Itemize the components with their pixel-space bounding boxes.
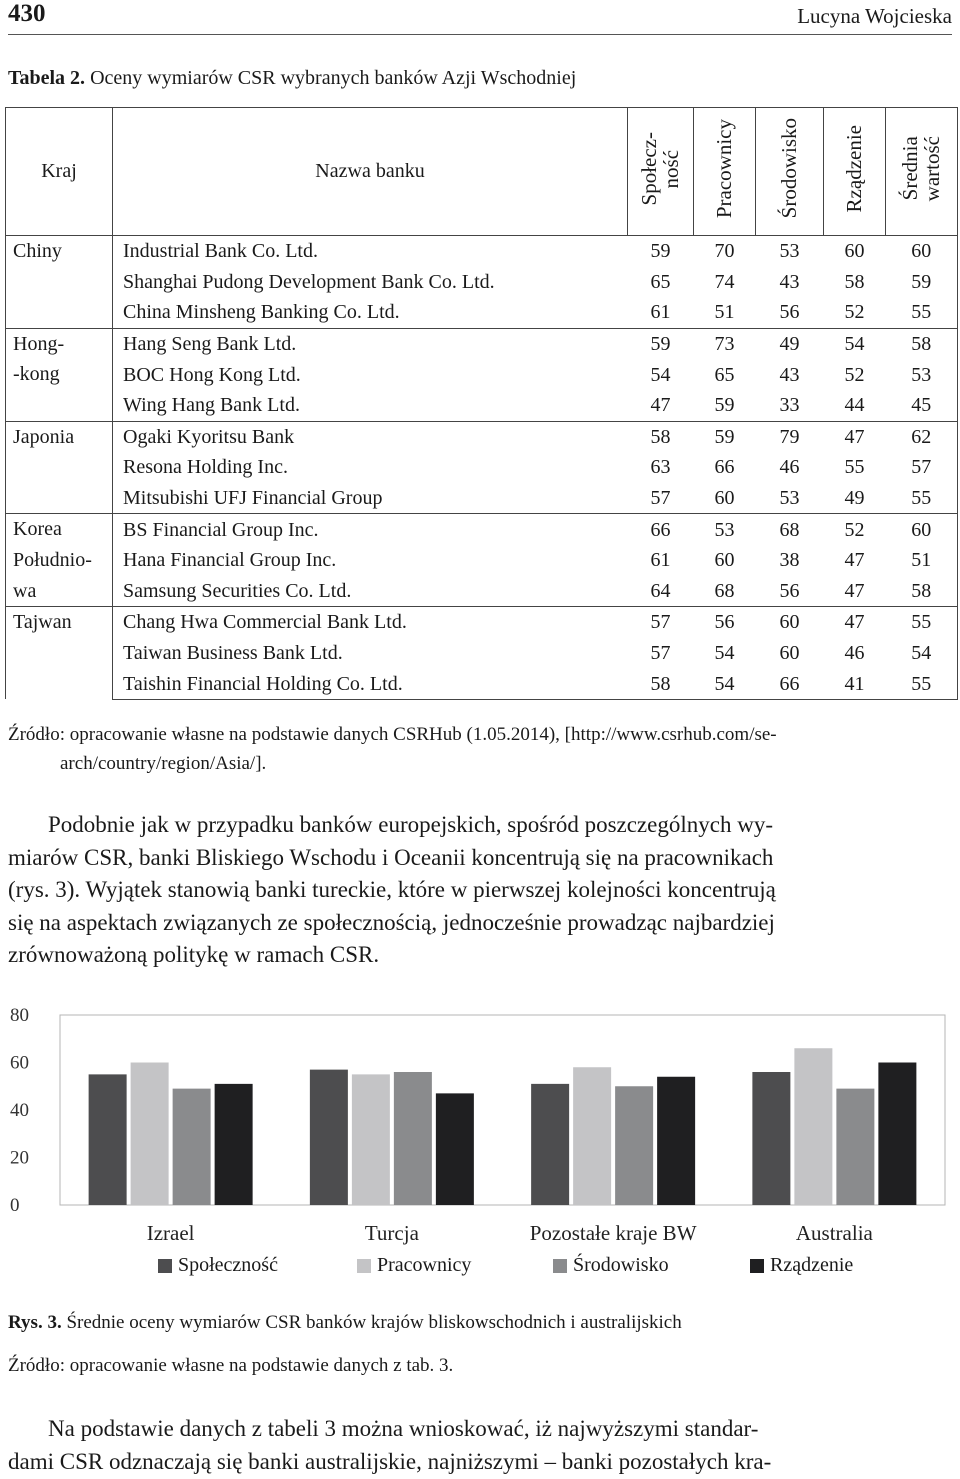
score-cell: 60 [714,549,735,572]
score-cell: 56 [779,301,800,324]
bar [215,1084,253,1205]
legend-item [158,1254,278,1277]
table-row [6,328,958,359]
bar [794,1048,832,1205]
table-row [6,390,958,421]
score-cell: 65 [714,363,735,386]
bank-name-cell: Mitsubishi UFJ Financial Group [123,487,383,510]
x-category-label: Pozostałe kraje BW [529,1221,697,1245]
country-cell [6,328,113,421]
table-row [6,514,958,545]
bar [836,1089,874,1205]
running-author: Lucyna Wojcieska [797,4,952,28]
legend-label: Środowisko [573,1254,669,1276]
paragraph-1-line: (rys. 3). Wyjątek stanowią banki tureckie, które w pierwszej kolejności koncentrują [8,877,776,902]
score-cell: 57 [886,452,958,483]
bank-name-cell: Shanghai Pudong Development Bank Co. Ltd. [123,270,495,293]
bar-chart [0,995,960,1255]
col-header-srednia-line1: Średnia [898,136,923,201]
figure-caption [8,1312,682,1334]
country-line: Południo- [13,548,92,571]
table-label: Tabela 2. [8,67,86,89]
table-body [6,236,958,700]
bar [573,1067,611,1205]
col-header-country: Kraj [6,108,113,236]
table-header-row [6,108,958,236]
table-row [6,576,958,607]
paragraph-1-line: zrównoważoną politykę w ramach CSR. [8,942,380,967]
col-header-srodowisko-text: Środowisko [777,118,802,219]
score-cell: 60 [779,642,800,665]
score-cell: 59 [628,236,694,267]
score-cell: 43 [779,270,800,293]
score-cell: 57 [628,607,694,638]
score-cell: 53 [779,487,800,510]
bar [657,1077,695,1205]
y-tick-label: 60 [10,1052,29,1074]
score-cell: 51 [714,301,735,324]
table-row [6,236,958,267]
score-cell: 64 [650,579,671,602]
country-line: -kong [13,363,60,386]
score-cell: 56 [694,607,756,638]
bar [531,1084,569,1205]
paragraph-1-text: Podobnie jak w przypadku banków europejskich, spośród poszczególnych wy- [48,812,773,837]
country-cell: Chiny [6,236,113,329]
score-cell: 60 [824,236,886,267]
y-tick-label: 0 [10,1195,20,1216]
score-cell: 60 [886,236,958,267]
score-cell: 56 [779,579,800,602]
legend-item [553,1254,669,1277]
score-cell: 61 [650,549,671,572]
score-cell: 46 [779,456,800,479]
score-cell: 54 [824,328,886,359]
x-category-label: Australia [795,1221,873,1245]
col-header-spolecznosc-line2: ność [659,149,684,188]
table-source [8,720,953,778]
score-cell: 53 [756,236,824,267]
score-cell: 58 [844,270,865,293]
score-cell: 58 [886,328,958,359]
col-header-spolecznosc [628,108,694,236]
table-row [6,483,958,514]
y-tick-label: 80 [10,1005,29,1026]
score-cell: 54 [650,363,671,386]
figure-title: Średnie oceny wymiarów CSR banków krajów bliskowschodnich i australijskich [61,1312,682,1333]
col-header-srednia-line2: wartość [920,135,945,202]
table-row [6,267,958,298]
bar [89,1074,127,1205]
bar [615,1086,653,1205]
paragraph-2-line: dami CSR odznaczają się banki australijskie, najniższymi – banki pozostałych kra- [8,1448,772,1474]
score-cell: 73 [694,328,756,359]
score-cell: 55 [844,456,865,479]
score-cell: 47 [824,421,886,452]
score-cell: 66 [756,668,824,699]
score-cell: 54 [694,668,756,699]
country-line: Hong- [13,332,65,355]
bar [173,1089,211,1205]
x-category-label: Izrael [146,1221,195,1245]
bank-name-cell: Ogaki Kyoritsu Bank [113,421,628,452]
country-line: Korea [13,518,62,541]
col-header-srednia [886,108,958,236]
paragraph-1-line [8,809,953,842]
col-header-rzadzenie [824,108,886,236]
score-cell: 47 [844,549,865,572]
bank-name-cell: Hana Financial Group Inc. [123,549,337,572]
score-cell: 46 [844,642,865,665]
score-cell: 61 [650,301,671,324]
col-header-bank: Nazwa banku [113,108,628,236]
score-cell: 54 [714,642,735,665]
score-cell: 63 [650,456,671,479]
bar [436,1093,474,1205]
country-cell [6,514,113,607]
paragraph-1-line: miarów CSR, banki Bliskiego Wschodu i Oceanii koncentrują się na pracownikach [8,844,774,870]
col-header-rzadzenie-text: Rządzenie [842,124,867,213]
score-cell: 47 [844,579,865,602]
score-cell: 79 [756,421,824,452]
score-cell: 65 [650,270,671,293]
table-title: Oceny wymiarów CSR wybranych banków Azji Wschodniej [85,67,577,89]
country-line: wa [13,579,37,602]
y-tick-label: 20 [10,1147,29,1169]
score-cell: 55 [886,483,958,514]
paragraph-1 [8,809,953,972]
bank-name-cell: China Minsheng Banking Co. Ltd. [123,301,400,324]
bank-name-cell: Industrial Bank Co. Ltd. [113,236,628,267]
score-cell: 41 [824,668,886,699]
score-cell: 49 [844,487,865,510]
score-cell: 68 [714,579,735,602]
score-cell: 59 [694,421,756,452]
table-row [6,638,958,669]
score-cell: 33 [779,394,800,417]
score-cell: 58 [886,576,958,607]
bank-name-cell: Hang Seng Bank Ltd. [113,328,628,359]
legend-swatch [357,1259,371,1273]
bank-name-cell: Resona Holding Inc. [123,456,288,479]
score-cell: 52 [844,363,865,386]
bank-name-cell: Samsung Securities Co. Ltd. [123,579,352,602]
score-cell: 49 [756,328,824,359]
score-cell: 58 [628,668,694,699]
score-cell: 53 [694,514,756,545]
table-row [6,297,958,328]
score-cell: 60 [714,487,735,510]
score-cell: 47 [650,394,671,417]
page-number: 430 [8,0,46,27]
bank-name-cell: Wing Hang Bank Ltd. [123,394,300,417]
bar [752,1072,790,1205]
score-cell: 57 [650,642,671,665]
page-header [8,0,952,35]
table-row [6,668,958,699]
table-row [6,607,958,638]
score-cell: 43 [779,363,800,386]
score-cell: 59 [714,394,735,417]
legend-item [357,1254,471,1277]
score-cell: 68 [756,514,824,545]
score-cell: 55 [886,668,958,699]
col-header-spolecznosc-line1: Społecz- [637,131,662,206]
score-cell: 66 [628,514,694,545]
score-cell: 57 [650,487,671,510]
score-cell: 70 [694,236,756,267]
bar [394,1072,432,1205]
score-cell: 52 [844,301,865,324]
score-cell: 66 [714,456,735,479]
legend-swatch [750,1259,764,1273]
y-tick-label: 40 [10,1100,29,1121]
table-caption [8,67,576,90]
bank-name-cell: Taishin Financial Holding Co. Ltd. [113,668,628,699]
score-cell: 47 [824,607,886,638]
paragraph-2 [8,1413,953,1478]
bar [310,1070,348,1205]
score-cell: 51 [886,545,958,576]
bank-name-cell: BOC Hong Kong Ltd. [123,363,301,386]
legend-label: Społeczność [178,1254,278,1276]
table-source-line2: arch/country/region/Asia/]. [60,753,267,774]
table-row [6,421,958,452]
bank-name-cell: BS Financial Group Inc. [113,514,628,545]
col-header-pracownicy [694,108,756,236]
csr-table [5,107,958,700]
paragraph-2-text: Na podstawie danych z tabeli 3 można wnioskować, iż najwyższymi standar- [48,1416,759,1441]
score-cell: 60 [886,514,958,545]
figure-source: Źródło: opracowanie własne na podstawie danych z tab. 3. [8,1355,454,1376]
legend-swatch [158,1259,172,1273]
table-source-line1: Źródło: opracowanie własne na podstawie danych CSRHub (1.05.2014), [http://www.csrhub.com/se- [8,724,777,745]
score-cell: 52 [824,514,886,545]
table-row [6,359,958,390]
score-cell: 45 [886,390,958,421]
score-cell: 44 [844,394,865,417]
bar [352,1074,390,1205]
table-row [6,452,958,483]
legend-label: Pracownicy [377,1254,472,1276]
score-cell: 62 [886,421,958,452]
score-cell: 53 [886,359,958,390]
table-row [6,545,958,576]
x-category-label: Turcja [364,1221,419,1245]
legend-item [750,1254,853,1277]
figure-label: Rys. 3. [8,1312,62,1333]
score-cell: 74 [714,270,735,293]
score-cell: 55 [886,607,958,638]
score-cell: 38 [779,549,800,572]
paragraph-1-line: się na aspektach związanych ze społecznością, jednocześnie prowadząc najbardziej [8,909,775,935]
score-cell: 59 [886,267,958,298]
bank-name-cell: Chang Hwa Commercial Bank Ltd. [113,607,628,638]
bank-name-cell: Taiwan Business Bank Ltd. [123,642,343,665]
score-cell: 60 [756,607,824,638]
score-cell: 54 [886,638,958,669]
legend-swatch [553,1259,567,1273]
score-cell: 58 [628,421,694,452]
score-cell: 55 [886,297,958,328]
country-cell: Tajwan [6,607,113,700]
country-cell: Japonia [6,421,113,514]
col-header-pracownicy-text: Pracownicy [712,118,737,219]
paragraph-2-line [8,1413,953,1446]
legend-label: Rządzenie [770,1254,854,1276]
col-header-srodowisko [756,108,824,236]
bar [131,1063,169,1206]
score-cell: 59 [628,328,694,359]
bar [878,1063,916,1206]
